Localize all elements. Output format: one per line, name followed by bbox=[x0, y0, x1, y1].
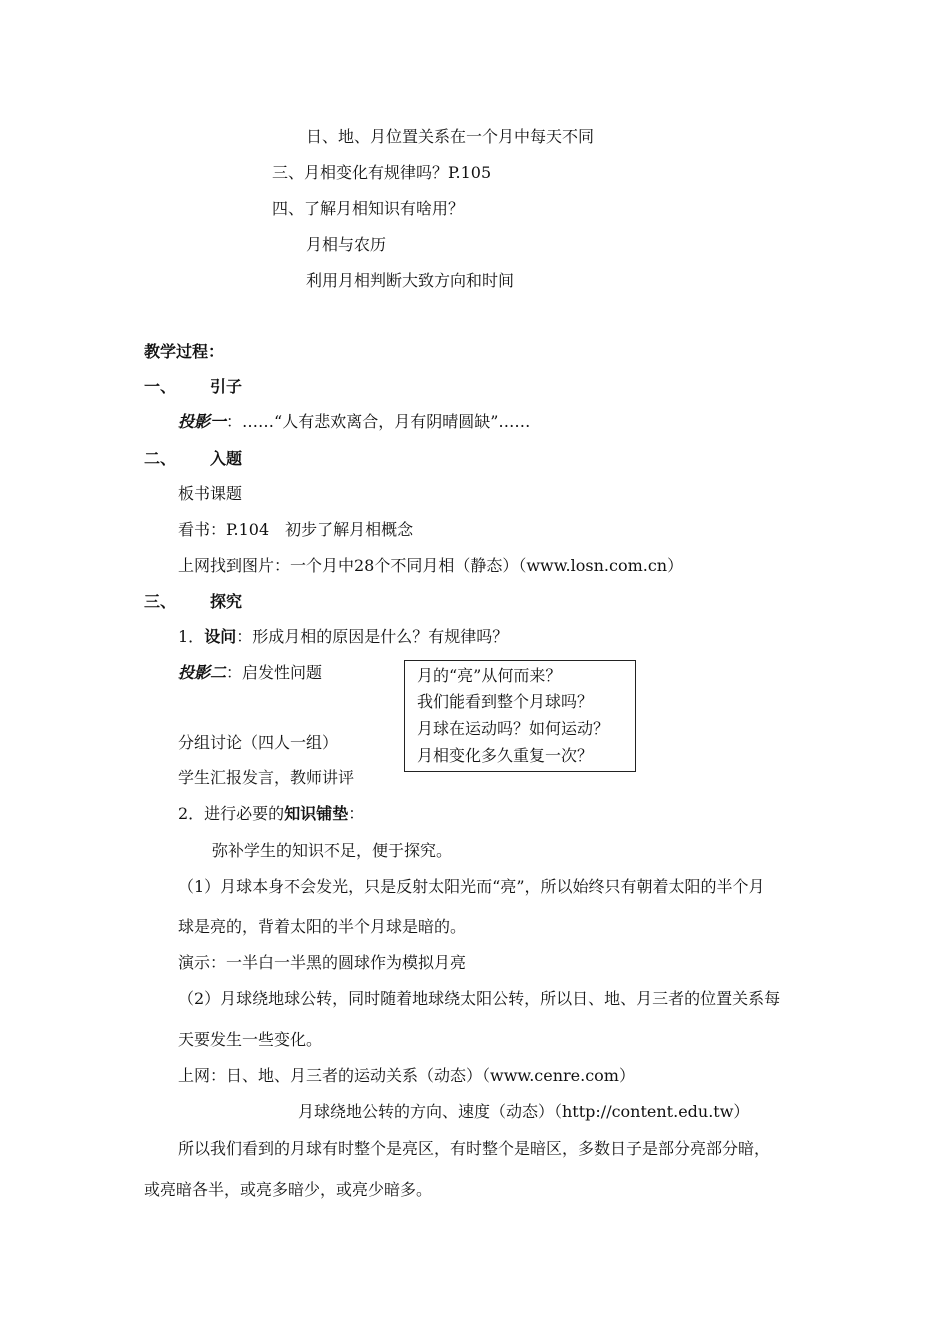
box-question-1: 月的“亮”从何而来？ bbox=[417, 666, 562, 685]
question-2-suffix: ： bbox=[348, 804, 365, 823]
outline-line-1: 日、地、月位置关系在一个月中每天不同 bbox=[306, 127, 595, 146]
section-2-item-3: 上网找到图片：一个月中28个不同月相（静态）（www.losn.com.cn） bbox=[178, 556, 684, 575]
outline-line-3: 四、了解月相知识有啥用？ bbox=[272, 199, 465, 218]
student-report: 学生汇报发言，教师讲评 bbox=[178, 768, 355, 787]
section-3-title: 探究 bbox=[210, 592, 243, 611]
questions-box bbox=[404, 660, 636, 772]
section-2-heading bbox=[144, 449, 242, 469]
point-1-line-2: 球是亮的，背着太阳的半个月球是暗的。 bbox=[178, 917, 467, 936]
box-question-3: 月球在运动吗？如何运动？ bbox=[417, 719, 610, 738]
outline-line-2: 三、月相变化有规律吗？P.105 bbox=[272, 163, 492, 182]
section-1-number: 一、 bbox=[144, 377, 177, 396]
section-2-number: 二、 bbox=[144, 449, 177, 468]
point-1-line-1: （1）月球本身不会发光，只是反射太阳光而“亮”，所以始终只有朝着太阳的半个月 bbox=[178, 877, 765, 896]
section-3-heading bbox=[144, 592, 242, 612]
section-2-item-1: 板书课题 bbox=[178, 484, 243, 503]
question-1-text: ：形成月相的原因是什么？有规律吗？ bbox=[236, 627, 509, 646]
question-1-label: 设问 bbox=[204, 627, 237, 646]
question-2 bbox=[178, 804, 364, 824]
conclusion-line-1: 所以我们看到的月球有时整个是亮区，有时整个是暗区，多数日子是部分亮部分暗， bbox=[178, 1139, 771, 1158]
box-question-4: 月相变化多久重复一次？ bbox=[417, 746, 594, 765]
outline-line-4: 月相与农历 bbox=[306, 235, 387, 254]
section-1-title: 引子 bbox=[210, 377, 243, 396]
question-1-prefix: 1． bbox=[178, 627, 205, 646]
demo-text: 演示：一半白一半黑的圆球作为模拟月亮 bbox=[178, 953, 467, 972]
group-discussion: 分组讨论（四人一组） bbox=[178, 733, 339, 752]
point-2-line-2: 天要发生一些变化。 bbox=[178, 1030, 323, 1049]
projection-1 bbox=[178, 412, 530, 432]
projection-2-text: ：启发性问题 bbox=[226, 663, 323, 682]
section-2-title: 入题 bbox=[210, 449, 243, 468]
web-resource-2: 月球绕地公转的方向、速度（动态）（http://content.edu.tw） bbox=[298, 1102, 750, 1121]
section-1-heading bbox=[144, 377, 242, 397]
conclusion-line-2: 或亮暗各半，或亮多暗少，或亮少暗多。 bbox=[144, 1180, 433, 1199]
section-3-number: 三、 bbox=[144, 592, 177, 611]
question-1 bbox=[178, 627, 508, 647]
web-resource-1: 上网：日、地、月三者的运动关系（动态）（www.cenre.com） bbox=[178, 1066, 635, 1085]
box-question-2: 我们能看到整个月球吗？ bbox=[417, 692, 594, 711]
question-2-prefix: 2．进行必要的 bbox=[178, 804, 285, 823]
projection-2 bbox=[178, 663, 322, 683]
supplement-text: 弥补学生的知识不足，便于探究。 bbox=[212, 841, 453, 860]
projection-2-label: 投影二 bbox=[178, 663, 227, 682]
section-2-item-2: 看书：P.104 初步了解月相概念 bbox=[178, 520, 414, 539]
point-2-line-1: （2）月球绕地球公转，同时随着地球绕太阳公转，所以日、地、月三者的位置关系每 bbox=[178, 989, 781, 1008]
projection-1-label: 投影一 bbox=[178, 412, 227, 431]
process-heading: 教学过程： bbox=[144, 342, 225, 361]
question-2-label: 知识铺垫 bbox=[284, 804, 349, 823]
projection-1-text: ：……“人有悲欢离合，月有阴晴圆缺”…… bbox=[226, 412, 531, 431]
outline-line-5: 利用月相判断大致方向和时间 bbox=[306, 271, 515, 290]
